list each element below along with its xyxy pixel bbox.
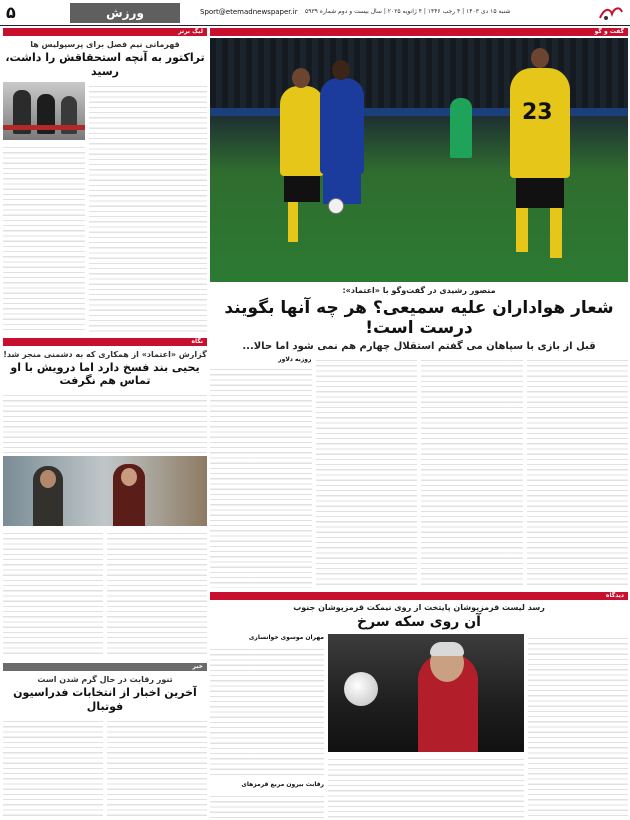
story-other-side-of-coin [210,592,628,820]
story-tractor [3,28,207,332]
article-body-text [316,356,418,588]
story-headline[interactable]: یحیی بند فسخ دارد اما درویش با او تماس هم نگرفت [10,360,200,388]
story-headline[interactable]: آخرین اخبار از انتخابات فدراسیون فوتبال [13,686,197,713]
dateline: شنبه ۱۵ دی ۱۴۰۳ | ۴ رجب ۱۴۴۶ | ۴ ژانویه ۲۰۲۵ | سال بیست و دوم شماره ۵۹۳۹ [305,8,511,15]
coach-portrait-photo [328,634,524,752]
section-label: خبر [3,663,207,671]
match-hero-photo: 23 [210,38,628,282]
article-body-text [107,717,207,820]
author-byline: روزبه دلاور [278,356,312,363]
newspaper-logo-icon [598,4,624,22]
sub-heading: رقابت بیرون مربع قرمزهای [241,781,324,788]
article-body-text [107,529,207,657]
section-label: گفت و گو [210,28,628,36]
section-name: ورزش [70,3,180,23]
section-label: نگاه [3,338,207,346]
story-kicker: قهرمانی نیم فصل برای پرسپولیس ها [30,40,180,49]
main-story-subheadline: قبل از بازی با سپاهان می گفتم استقلال چهارم هم نمی شود اما حالا... [242,341,596,352]
article-body-text [3,717,103,820]
article-body-text [328,755,524,820]
article-body-text [210,792,324,820]
left-column [3,28,207,818]
article-body-text [527,356,629,588]
story-federation [3,663,207,820]
article-body-text [210,365,312,588]
article-body-text [3,143,85,332]
page-number: ۵ [6,3,16,22]
article-body-text [528,634,628,820]
article-body-text [210,645,324,779]
story-kicker: رسد لیست قرمزپوشان پایتخت از روی نیمکت قرمزپوشان جنوب [293,603,545,612]
article-body-text [421,356,523,588]
masthead [0,0,630,26]
author-byline: مهران موسوی خوانساری [248,634,324,641]
story-yahya [3,338,207,658]
article-body-text [89,82,207,332]
story-kicker: تنور رقابت در حال گرم شدن است [37,675,173,684]
interview-body [210,356,628,588]
coaches-photo [3,82,85,140]
right-column [210,28,628,818]
coaches-faceoff-photo [3,456,207,526]
main-story-headline[interactable]: شعار هواداران علیه سمیعی؟ هر چه آنها بگویند درست است! [224,298,614,338]
section-label: دیدگاه [210,592,628,600]
article-body-text [3,529,103,657]
section-label: لیگ برتر [3,28,207,36]
story-headline[interactable]: تراکتور به آنچه استحقاقش را داشت، رسید [5,51,205,78]
site-url[interactable]: Sport@etemadnewspaper.ir [200,8,298,16]
story-headline[interactable]: آن روی سکه سرخ [357,614,481,630]
article-body-text [3,391,207,453]
story-kicker: گزارش «اعتماد» از همکاری که به دشمنی منجر شد! [3,349,207,359]
main-story-kicker: منصور رشیدی در گفت‌وگو با «اعتماد»: [342,286,496,295]
